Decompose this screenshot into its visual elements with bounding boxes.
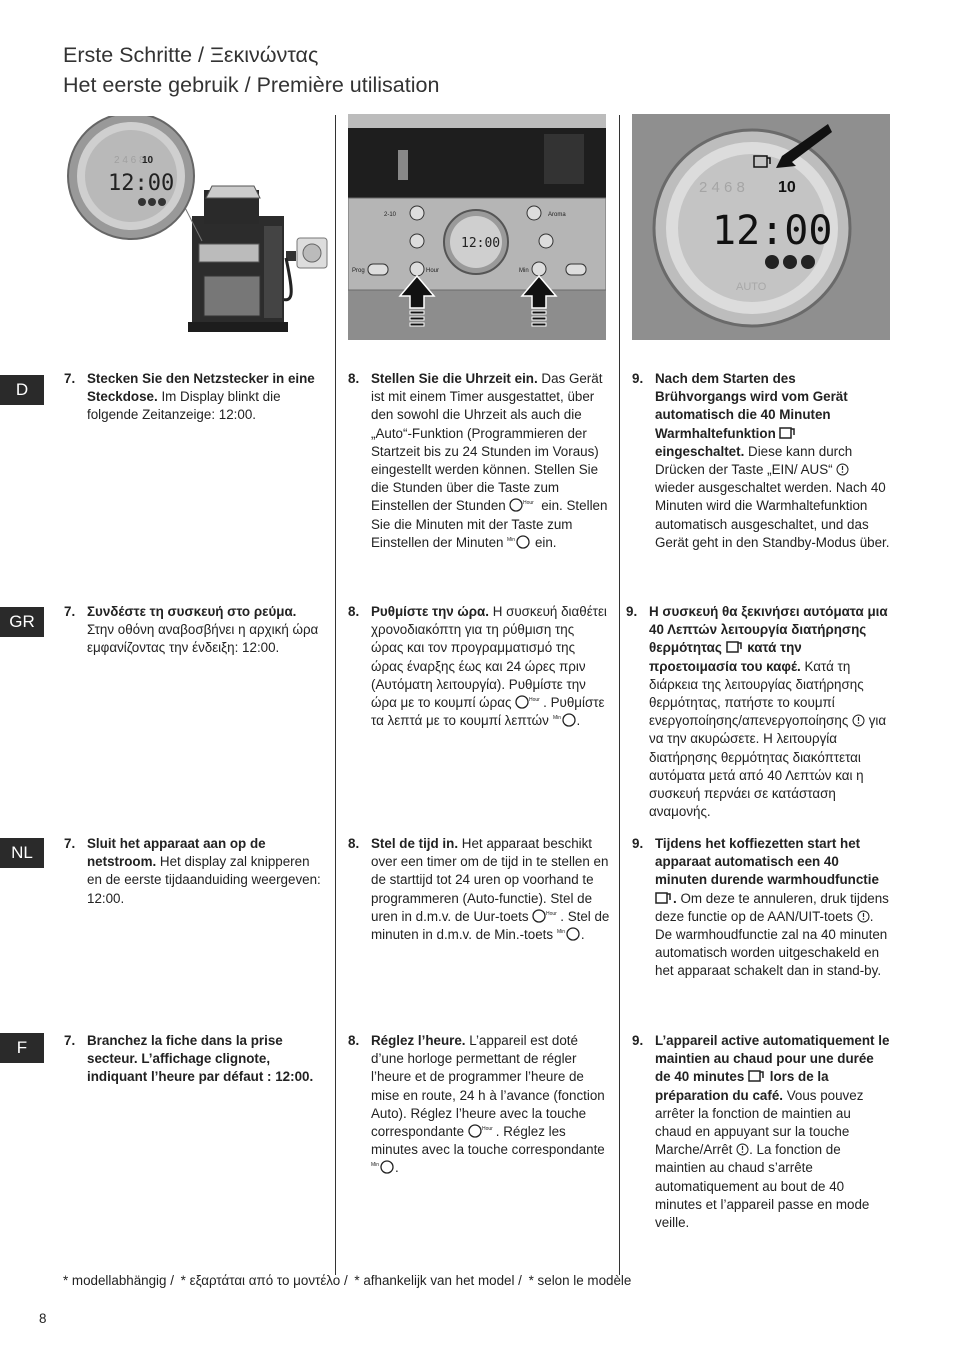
svg-text:Hour: Hour	[481, 1126, 493, 1133]
closeup-display-time: 12:00	[712, 208, 833, 254]
footnote-de: * modellabhängig /	[63, 1273, 174, 1288]
min-button-icon	[557, 927, 581, 941]
keep-warm-icon	[726, 640, 744, 654]
step-9-nl: 9. Tijdens het koffiezetten start het apparaat automatisch een 40 minuten durende warmhoudfunctie . Om deze te annuleren, druk tijdens deze functie op de AAN/UIT-toets . De warmhoudfunctie zal na 40 minuten automatisch worden uitgeschakeld en het apparaat schakelt dan in stand-by.	[632, 836, 889, 979]
panel-label-aroma: Aroma	[548, 212, 566, 218]
svg-text:Hour: Hour	[546, 910, 558, 917]
svg-text:Min: Min	[371, 1162, 380, 1169]
svg-text:Hour: Hour	[529, 697, 540, 704]
panel-label-prog: Prog	[352, 268, 365, 274]
page-title	[63, 40, 439, 100]
step-9-gr: 9. Η συσκευή θα ξεκινήσει αυτόματα μια 40 Λεπτών λειτουργία διατήρησης θερμότητας κατά την προετοιμασία του καφέ. Κατά τη διάρκεια της λειτουργίας διατήρησης θερμότητας, πατήστε το κουμπί ενεργοποίησης/απενεργοποίησης για να την ακυρώσετε. Η λειτουργία διατήρησης θερμότητας διακόπτεται αυτόματα μετά από 40 Λεπτών και η συσκευή περνάει σε κατάσταση αναμονής.	[626, 604, 888, 820]
svg-text:Min: Min	[552, 715, 561, 722]
hour-button-icon	[532, 909, 560, 923]
footnote-nl: * afhankelijk van het model /	[354, 1273, 522, 1288]
display-counter-small: 10	[142, 155, 154, 166]
power-icon	[736, 1143, 749, 1156]
page-number: 8	[39, 1311, 47, 1326]
svg-text:Min: Min	[507, 536, 516, 543]
language-tab-d: D	[0, 375, 44, 405]
step-8-de: 8. Stellen Sie die Uhrzeit ein. Das Gerät ist mit einem Timer ausgestattet, über den sowohl die Uhrzeit als auch die „Auto“-Funktion (Programmieren der Startzeit bis zu 24 Stunden im Voraus) eingestellt werden können. Stellen Sie die Stunden über die Taste zum Einstellen der Stunden Hour ein. Stellen Sie die Minuten mit der Taste zum Einstellen der Minuten Min ein.	[348, 371, 608, 550]
power-icon	[836, 463, 849, 476]
svg-text:Min: Min	[556, 929, 565, 936]
step-7-gr: 7. Συνδέστε τη συσκευή στο ρεύμα. Στην οθόνη αναβοσβήνει η αρχική ώρα εμφανίζοντας την ένδειξη: 12:00.	[64, 604, 319, 656]
keep-warm-icon	[748, 1069, 766, 1083]
step-9-de: 9. Nach dem Starten des Brühvorgangs wird vom Gerät automatisch die 40 Minuten Warmhaltefunktion eingeschaltet. Diese kann durch Drücken der Taste „EIN/ AUS“ wieder ausgeschaltet werden. Nach 40 Minuten wird die Warmhaltefunktion automatisch ausgeschaltet, und das Gerät geht in den Standby-Modus über.	[632, 371, 890, 550]
display-closeup-illustration	[632, 114, 890, 340]
power-icon	[857, 910, 870, 923]
min-button-icon	[371, 1160, 395, 1174]
step-8-gr: 8. Ρυθμίστε την ώρα. Η συσκευή διαθέτει χρονοδιακόπτη για τη ρύθμιση της ώρας και τον προγραμματισμό της ώρας έναρξης έως και 24 ώρες πριν (Αυτόματη λειτουργία). Ρυθμίστε την ώρα με το κουμπί ώρας Hour . Ρυθμίστε τα λεπτά με το κουμπί λεπτών Min .	[348, 604, 607, 729]
hour-button-icon	[468, 1124, 496, 1138]
column-divider-1	[335, 115, 336, 1275]
keep-warm-icon	[779, 426, 797, 440]
step-7-fr: 7. Branchez la fiche dans la prise secteur. L’affichage clignote, indiquant l’heure par défaut : 12:00.	[64, 1033, 314, 1085]
display-numbers-small: 2 4 6 8	[114, 155, 145, 166]
closeup-display-auto: AUTO	[736, 281, 767, 293]
power-icon	[852, 714, 865, 727]
coffee-machine-illustration	[64, 116, 334, 338]
step-7-de: 7. Stecken Sie den Netzstecker in eine Steckdose. Im Display blinkt die folgende Zeitanzeige: 12:00.	[64, 371, 315, 423]
footnote-gr: * εξαρτάται από το μοντέλο /	[180, 1273, 348, 1288]
language-tab-gr: GR	[0, 607, 44, 637]
panel-label-min: Min	[519, 268, 529, 274]
step-7-nl: 7. Sluit het apparaat aan op de netstroom. Het display zal knipperen en de eerste tijdaanduiding weergeven: 12:00.	[64, 836, 321, 906]
closeup-display-counter: 10	[778, 179, 796, 196]
footnote	[63, 1273, 634, 1288]
panel-label-cups: 2-10	[384, 212, 397, 218]
step-8-nl: 8. Stel de tijd in. Het apparaat beschikt over een timer om de tijd in te stellen en de starttijd tot 24 uren op voorhand te programmeren (Auto-functie). Stel de uren in d.m.v. de Uur-toets Hour . Stel de minuten in d.m.v. de Min.-toets Min .	[348, 836, 610, 943]
language-tab-f: F	[0, 1033, 44, 1063]
closeup-display-numbers: 2 4 6 8	[699, 179, 745, 196]
footnote-fr: * selon le modèle	[528, 1273, 632, 1288]
control-panel-illustration	[348, 114, 606, 340]
panel-label-hour: Hour	[426, 268, 440, 274]
language-tab-nl: NL	[0, 838, 44, 868]
panel-display-time: 12:00	[461, 236, 501, 251]
min-button-icon	[507, 535, 531, 549]
svg-text:Hour: Hour	[523, 500, 535, 507]
column-divider-2	[619, 115, 620, 1275]
page-title-line2: Het eerste gebruik / Première utilisation	[63, 73, 440, 97]
keep-warm-icon	[655, 891, 673, 905]
step-9-fr: 9. L’appareil active automatiquement le maintien au chaud pour une durée de 40 minutes lors de la préparation du café. Vous pouvez arrêter la fonction de maintien au chaud en appuyant sur la touche Marche/Arrêt . La fonction de maintien au chaud s’arrête automatiquement au bout de 40 minutes et l’appareil passe en mode veille.	[632, 1033, 890, 1231]
hour-button-icon	[509, 498, 537, 512]
step-8-fr: 8. Réglez l’heure. L’appareil est doté d’une horloge permettant de régler l’heure et de programmer l’heure de mise en route, 24 h à l’avance (fonction Auto). Réglez l’heure avec la touche correspondante Hour . Réglez les minutes avec la touche correspondante Min .	[348, 1033, 605, 1176]
min-button-icon	[553, 713, 577, 727]
page-title-line1: Erste Schritte / Ξεκινώντας	[63, 43, 319, 67]
display-time-small: 12:00	[108, 171, 175, 196]
hour-button-icon	[515, 695, 543, 709]
